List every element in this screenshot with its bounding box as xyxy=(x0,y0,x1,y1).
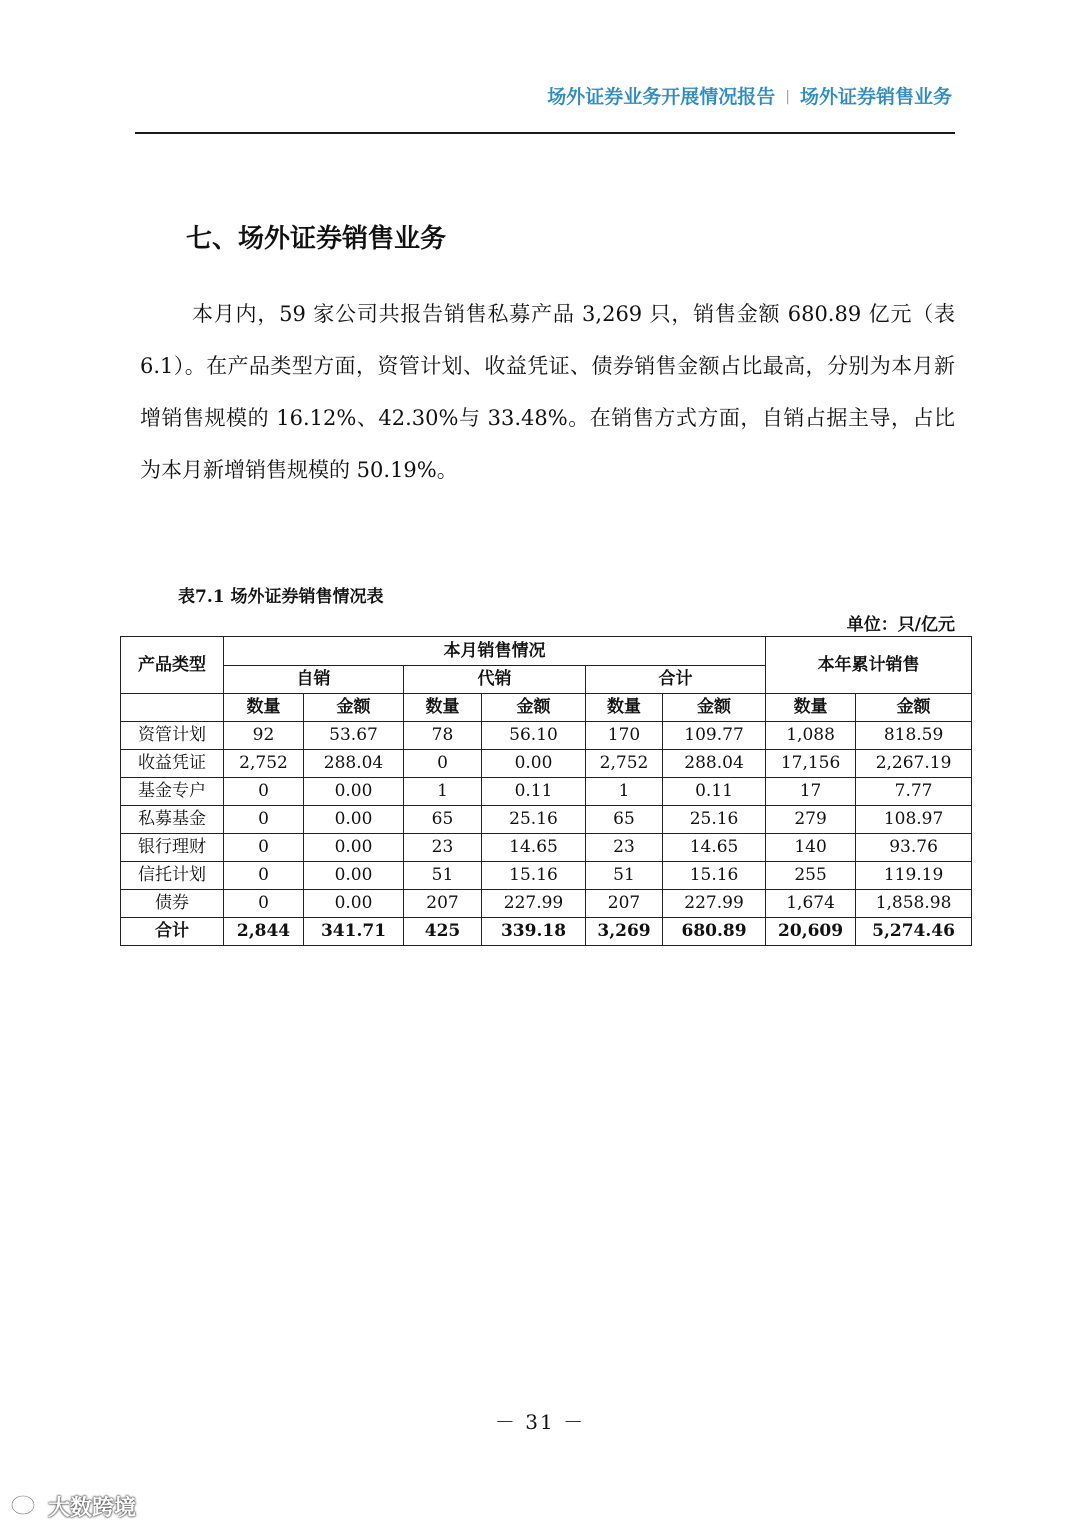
table-row xyxy=(121,862,972,890)
table-cell: 17,156 xyxy=(766,750,856,778)
table-cell: 53.67 xyxy=(304,722,404,750)
table-cell: 3,269 xyxy=(586,918,663,946)
header-qty: 数量 xyxy=(766,694,856,722)
header-section-title: 场外证券销售业务 xyxy=(799,86,952,108)
row-label-cell: 合计 xyxy=(121,918,224,946)
header-agency-sale: 代销 xyxy=(404,666,586,694)
table-caption: 表7.1 场外证券销售情况表 xyxy=(178,587,384,607)
body-paragraph: 本月内，59 家公司共报告销售私募产品 3,269 只，销售金额 680.89 亿元（表6.1）。在产品类型方面，资管计划、收益凭证、债券销售金额占比最高，分别为本月新增销售规模的 16.12%、42.30%与 33.48%。在销售方式方面，自销占据主导，占比为本月新增销售规模的 50.19%。 xyxy=(140,302,955,482)
table-cell: 425 xyxy=(404,918,482,946)
table-cell: 25.16 xyxy=(482,806,586,834)
table-cell: 20,609 xyxy=(766,918,856,946)
table-cell: 0.00 xyxy=(304,834,404,862)
table-cell: 818.59 xyxy=(856,722,972,750)
row-label-cell: 私募基金 xyxy=(121,806,224,834)
header-subtotal: 合计 xyxy=(586,666,766,694)
table-cell: 23 xyxy=(404,834,482,862)
table-cell: 0.11 xyxy=(663,778,766,806)
row-label-cell: 基金专户 xyxy=(121,778,224,806)
table-cell: 0.00 xyxy=(304,778,404,806)
table-cell: 2,844 xyxy=(224,918,304,946)
header-self-sale: 自销 xyxy=(224,666,404,694)
table-cell: 0.00 xyxy=(304,890,404,918)
table-cell: 1,088 xyxy=(766,722,856,750)
table-cell: 78 xyxy=(404,722,482,750)
table-cell: 7.77 xyxy=(856,778,972,806)
table-cell: 255 xyxy=(766,862,856,890)
table-cell: 0.00 xyxy=(482,750,586,778)
header-product-type: 产品类型 xyxy=(121,637,224,694)
header-qty: 数量 xyxy=(404,694,482,722)
page-number: － 31 － xyxy=(494,1410,586,1434)
table-cell: 1,674 xyxy=(766,890,856,918)
sales-table xyxy=(120,636,972,946)
chat-bubble-icon xyxy=(10,1494,44,1520)
header-rule xyxy=(135,132,955,134)
table-cell: 140 xyxy=(766,834,856,862)
table-cell: 15.16 xyxy=(663,862,766,890)
header-separator: | xyxy=(785,89,790,105)
table-cell: 51 xyxy=(404,862,482,890)
table-cell: 0 xyxy=(224,806,304,834)
header-qty: 数量 xyxy=(224,694,304,722)
table-cell: 1 xyxy=(404,778,482,806)
header-report-title: 场外证券业务开展情况报告 xyxy=(547,86,776,108)
row-label-cell: 收益凭证 xyxy=(121,750,224,778)
table-cell: 92 xyxy=(224,722,304,750)
table-cell: 14.65 xyxy=(482,834,586,862)
table-cell: 279 xyxy=(766,806,856,834)
table-cell: 227.99 xyxy=(663,890,766,918)
table-cell: 0.11 xyxy=(482,778,586,806)
table-cell: 1,858.98 xyxy=(856,890,972,918)
table-cell: 288.04 xyxy=(304,750,404,778)
table-cell: 170 xyxy=(586,722,663,750)
table-row xyxy=(121,834,972,862)
table-body xyxy=(121,722,972,946)
table-cell: 109.77 xyxy=(663,722,766,750)
table-unit: 单位：只/亿元 xyxy=(846,615,955,635)
table-cell: 1 xyxy=(586,778,663,806)
table-cell: 51 xyxy=(586,862,663,890)
table-row xyxy=(121,778,972,806)
table-cell: 0 xyxy=(224,778,304,806)
table-row xyxy=(121,890,972,918)
table-row xyxy=(121,806,972,834)
table-cell: 2,752 xyxy=(224,750,304,778)
header-qty: 数量 xyxy=(586,694,663,722)
table-cell: 207 xyxy=(586,890,663,918)
section-title: 七、场外证券销售业务 xyxy=(186,224,447,254)
table-cell: 14.65 xyxy=(663,834,766,862)
table-cell: 119.19 xyxy=(856,862,972,890)
table-cell: 23 xyxy=(586,834,663,862)
table-cell: 680.89 xyxy=(663,918,766,946)
table-cell: 0 xyxy=(224,862,304,890)
header-this-month: 本月销售情况 xyxy=(224,637,766,666)
table-cell: 288.04 xyxy=(663,750,766,778)
table-cell: 108.97 xyxy=(856,806,972,834)
running-header xyxy=(547,82,952,109)
header-amount: 金额 xyxy=(304,694,404,722)
table-total-row xyxy=(121,918,972,946)
table-cell: 15.16 xyxy=(482,862,586,890)
table-cell: 0 xyxy=(224,890,304,918)
table-row xyxy=(121,750,972,778)
table-cell: 341.71 xyxy=(304,918,404,946)
table-cell: 56.10 xyxy=(482,722,586,750)
table-cell: 0 xyxy=(404,750,482,778)
header-amount: 金额 xyxy=(482,694,586,722)
row-label-cell: 信托计划 xyxy=(121,862,224,890)
table-cell: 207 xyxy=(404,890,482,918)
row-label-cell: 债券 xyxy=(121,890,224,918)
row-label-cell: 银行理财 xyxy=(121,834,224,862)
table-cell: 5,274.46 xyxy=(856,918,972,946)
table-cell: 65 xyxy=(404,806,482,834)
table-cell: 0.00 xyxy=(304,862,404,890)
header-amount: 金额 xyxy=(856,694,972,722)
table-cell: 2,752 xyxy=(586,750,663,778)
table-cell: 339.18 xyxy=(482,918,586,946)
table-cell: 17 xyxy=(766,778,856,806)
table-cell: 2,267.19 xyxy=(856,750,972,778)
table-row xyxy=(121,722,972,750)
table-cell: 65 xyxy=(586,806,663,834)
table-cell: 0 xyxy=(224,834,304,862)
header-ytd: 本年累计销售 xyxy=(766,637,972,694)
header-blank xyxy=(121,694,224,722)
watermark-text: 大数跨境 xyxy=(48,1496,137,1521)
table-cell: 93.76 xyxy=(856,834,972,862)
watermark xyxy=(10,1491,136,1522)
header-amount: 金额 xyxy=(663,694,766,722)
table-cell: 227.99 xyxy=(482,890,586,918)
row-label-cell: 资管计划 xyxy=(121,722,224,750)
table-cell: 0.00 xyxy=(304,806,404,834)
table-cell: 25.16 xyxy=(663,806,766,834)
